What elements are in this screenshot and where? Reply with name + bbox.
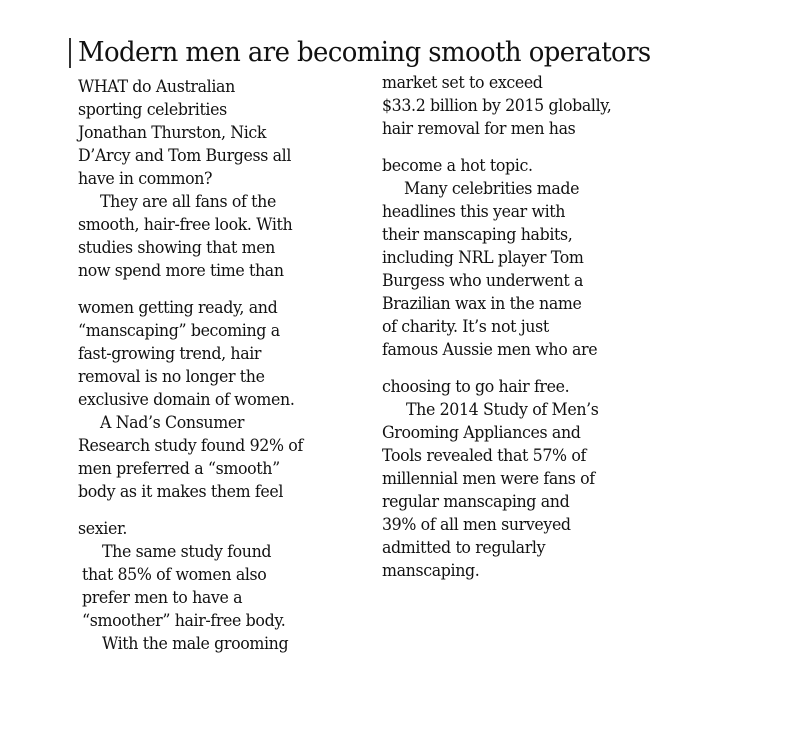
body-line: “smoother” hair-free body. [82, 611, 286, 631]
body-line: of charity. It’s not just [382, 317, 549, 337]
body-line: sexier. [78, 519, 128, 539]
body-line: hair removal for men has [382, 119, 576, 139]
body-line: become a hot topic. [382, 156, 533, 176]
headline: Modern men are becoming smooth operators [78, 37, 651, 68]
body-line: A Nad’s Consumer [100, 413, 245, 433]
body-line: regular manscaping and [382, 492, 570, 512]
body-line: The 2014 Study of Men’s [406, 400, 599, 420]
body-line: that 85% of women also [82, 565, 267, 585]
body-line: Jonathan Thurston, Nick [78, 123, 267, 143]
body-line: manscaping. [382, 561, 480, 581]
body-line: studies showing that men [78, 238, 276, 258]
body-line: their manscaping habits, [382, 225, 573, 245]
body-line: women getting ready, and [78, 298, 278, 318]
body-line: “manscaping” becoming a [78, 321, 280, 341]
body-line: The same study found [102, 542, 272, 562]
body-line: With the male grooming [102, 634, 289, 654]
body-line: removal is no longer the [78, 367, 265, 387]
body-line: including NRL player Tom [382, 248, 584, 268]
body-line: They are all fans of the [100, 192, 276, 212]
body-line: famous Aussie men who are [382, 340, 598, 360]
body-line: $33.2 billion by 2015 globally, [382, 96, 612, 116]
body-line: Brazilian wax in the name [382, 294, 582, 314]
body-line: choosing to go hair free. [382, 377, 570, 397]
body-line: body as it makes them feel [78, 482, 284, 502]
body-line: smooth, hair-free look. With [78, 215, 293, 235]
body-line: fast-growing trend, hair [78, 344, 262, 364]
body-line: millennial men were fans of [382, 469, 595, 489]
body-line: D’Arcy and Tom Burgess all [78, 146, 292, 166]
body-line: 39% of all men surveyed [382, 515, 571, 535]
body-line: prefer men to have a [82, 588, 243, 608]
body-line: market set to exceed [382, 73, 543, 93]
body-line: now spend more time than [78, 261, 284, 281]
body-line: sporting celebrities [78, 100, 227, 120]
body-line: Research study found 92% of [78, 436, 303, 456]
body-line: Tools revealed that 57% of [382, 446, 586, 466]
body-line: exclusive domain of women. [78, 390, 295, 410]
body-line: admitted to regularly [382, 538, 546, 558]
body-line: Many celebrities made [404, 179, 580, 199]
body-line: have in common? [78, 169, 213, 189]
body-line: WHAT do Australian [78, 77, 235, 97]
body-line: headlines this year with [382, 202, 566, 222]
body-line: men preferred a “smooth” [78, 459, 280, 479]
body-line: Burgess who underwent a [382, 271, 584, 291]
headline-rule [69, 38, 71, 68]
body-line: Grooming Appliances and [382, 423, 581, 443]
